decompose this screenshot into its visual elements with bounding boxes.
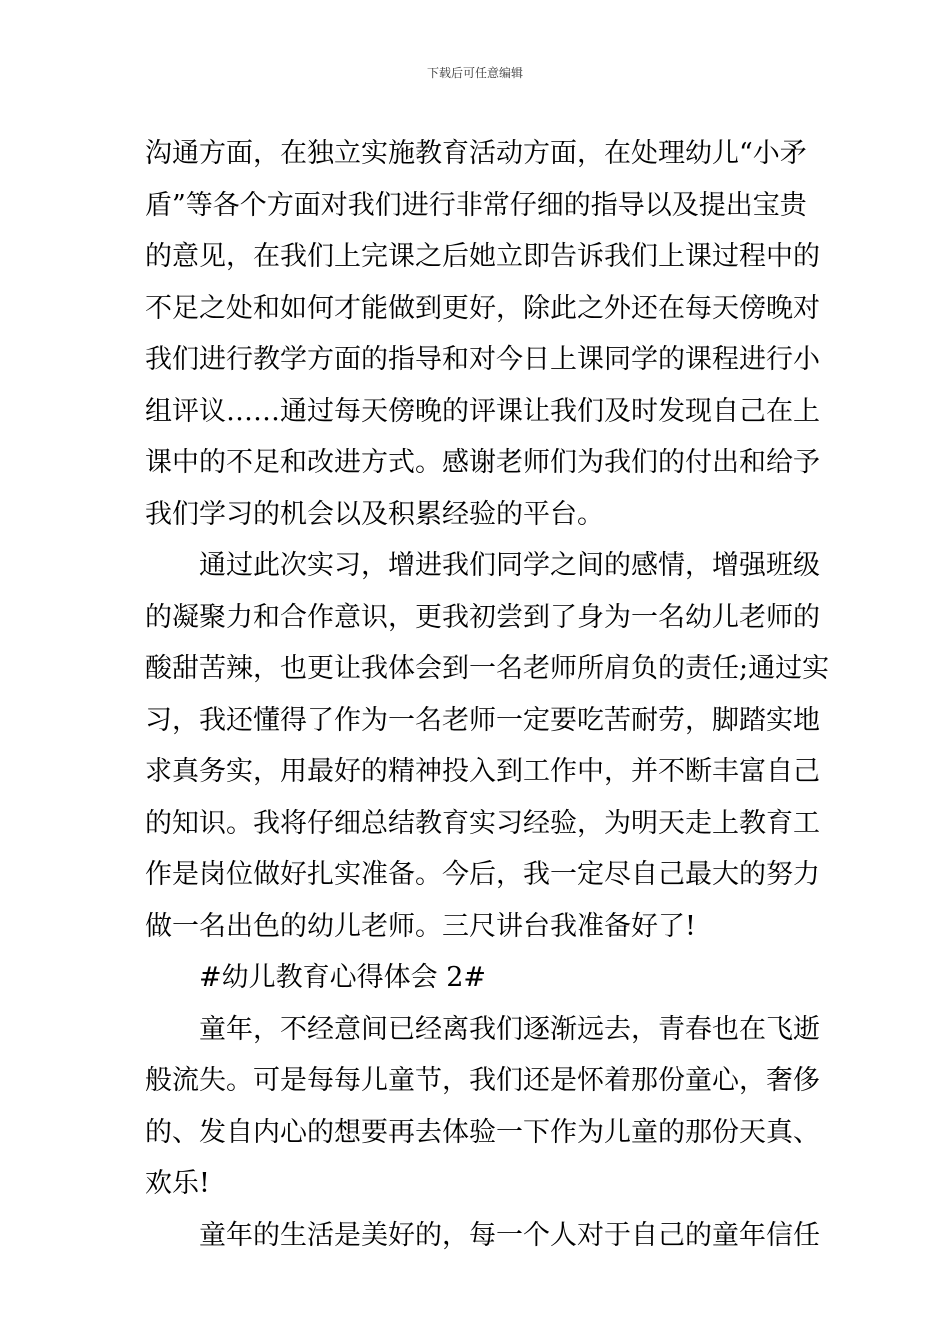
text-line: 课中的不足和改进方式。感谢老师们为我们的付出和给予 — [145, 447, 820, 478]
text-line: 我们进行教学方面的指导和对今日上课同学的课程进行小 — [145, 344, 820, 375]
text-line: 童年的生活是美好的，每一个人对于自己的童年信任 — [199, 1219, 820, 1251]
text-line: 欢乐! — [145, 1168, 210, 1199]
text-line: 做一名出色的幼儿老师。三尺讲台我准备好了! — [145, 910, 696, 942]
text-line: 作是岗位做好扎实准备。今后，我一定尽自己最大的努力 — [145, 859, 820, 890]
text-line: 的、发自内心的想要再去体验一下作为儿童的那份天真、 — [145, 1116, 820, 1148]
text-line: 的意见，在我们上完课之后她立即告诉我们上课过程中的 — [145, 241, 820, 272]
text-line: 的知识。我将仔细总结教育实习经验，为明天走上教育工 — [145, 807, 820, 839]
text-line: 求真务实，用最好的精神投入到工作中，并不断丰富自己 — [145, 756, 820, 787]
text-line: 我们学习的机会以及积累经验的平台。 — [145, 498, 604, 530]
text-line: 酸甜苦辣，也更让我体会到一名老师所肩负的责任;通过实 — [145, 653, 830, 684]
text-line: 的凝聚力和合作意识，更我初尝到了身为一名幼儿老师的 — [145, 601, 820, 633]
document-body — [145, 128, 830, 1261]
text-line: #幼儿教育心得体会 2# — [199, 962, 487, 993]
text-line: 不足之处和如何才能做到更好，除此之外还在每天傍晚对 — [145, 292, 820, 324]
text-line: 童年，不经意间已经离我们逐渐远去，青春也在飞逝 — [199, 1013, 820, 1045]
page-header-note: 下载后可任意编辑 — [426, 66, 523, 80]
text-line: 沟通方面，在独立实施教育活动方面，在处理幼儿“小矛 — [145, 138, 807, 169]
text-line: 习，我还懂得了作为一名老师一定要吃苦耐劳，脚踏实地 — [145, 704, 820, 736]
text-line: 通过此次实习，增进我们同学之间的感情，增强班级 — [199, 550, 820, 581]
text-line: 盾”等各个方面对我们进行非常仔细的指导以及提出宝贵 — [145, 189, 807, 221]
text-line: 般流失。可是每每儿童节，我们还是怀着那份童心，奢侈 — [145, 1065, 820, 1096]
text-line: 组评议……通过每天傍晚的评课让我们及时发现自己在上 — [145, 395, 820, 427]
